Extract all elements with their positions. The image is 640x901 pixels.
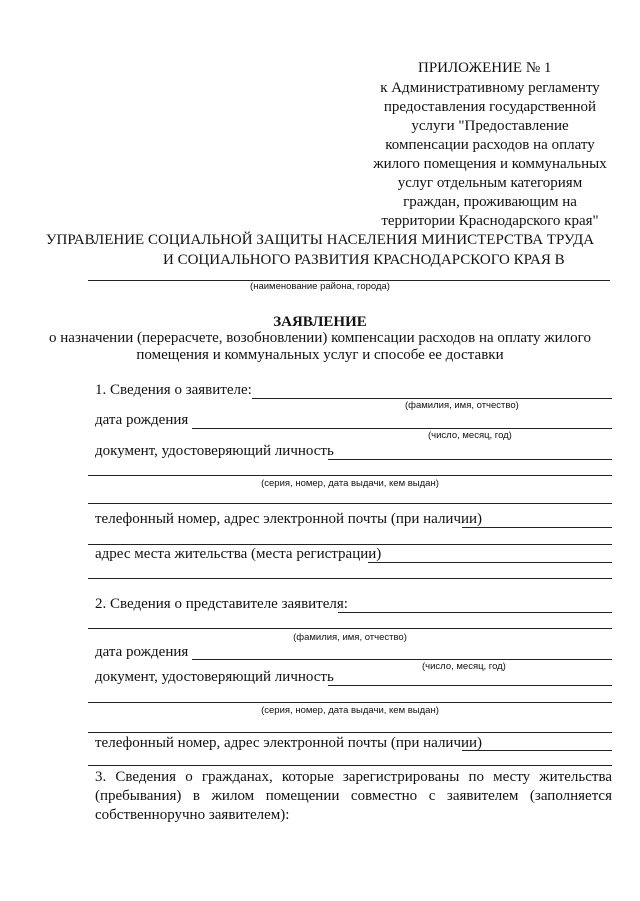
applicant-dob-field[interactable] [192, 428, 612, 429]
applicant-doc-caption: (серия, номер, дата выдачи, кем выдан) [261, 478, 439, 489]
representative-dob-label: дата рождения [95, 644, 189, 660]
representative-doc-field-3[interactable] [88, 732, 612, 733]
representative-doc-field-2[interactable] [88, 702, 612, 703]
representative-doc-field[interactable] [328, 685, 612, 686]
section1-heading: 1. Сведения о заявителе: [95, 382, 252, 398]
appendix-line: граждан, проживающим на [403, 194, 577, 210]
authority-line-2: И СОЦИАЛЬНОГО РАЗВИТИЯ КРАСНОДАРСКОГО КРАЯ В [163, 252, 565, 268]
statement-subtitle-line-1: о назначении (перерасчете, возобновлении) компенсации расходов на оплату жилого [49, 330, 591, 346]
applicant-fio-caption: (фамилия, имя, отчество) [405, 400, 519, 411]
appendix-line: предоставления государственной [383, 99, 597, 115]
applicant-doc-field[interactable] [328, 459, 612, 460]
representative-dob-caption: (число, месяц, год) [422, 661, 506, 672]
applicant-phone-field[interactable] [462, 527, 612, 528]
representative-doc-caption: (серия, номер, дата выдачи, кем выдан) [261, 705, 439, 716]
section2-heading: 2. Сведения о представителе заявителя: [95, 596, 348, 612]
representative-phone-field-2[interactable] [88, 765, 612, 766]
applicant-phone-label: телефонный номер, адрес электронной почты (при наличии) [95, 511, 483, 527]
representative-fio-field[interactable] [338, 612, 612, 613]
applicant-dob-caption: (число, месяц, год) [428, 430, 512, 441]
representative-phone-label: телефонный номер, адрес электронной почты (при наличии) [95, 735, 483, 751]
applicant-doc-field-3[interactable] [88, 503, 612, 504]
applicant-doc-field-2[interactable] [88, 475, 612, 476]
applicant-address-field[interactable] [368, 562, 612, 563]
applicant-address-field-2[interactable] [88, 578, 612, 579]
applicant-fio-field[interactable] [252, 398, 612, 399]
district-name-caption: (наименование района, города) [250, 281, 390, 292]
applicant-address-label: адрес места жительства (места регистрации) [95, 546, 382, 562]
representative-dob-field[interactable] [192, 659, 612, 660]
authority-line-1: УПРАВЛЕНИЕ СОЦИАЛЬНОЙ ЗАЩИТЫ НАСЕЛЕНИЯ МИНИСТЕРСТВА ТРУДА [45, 232, 595, 248]
appendix-title: ПРИЛОЖЕНИЕ № 1 [418, 60, 552, 76]
statement-subtitle-line-2: помещения и коммунальных услуг и способе ее доставки [136, 347, 504, 363]
representative-fio-field-2[interactable] [88, 628, 612, 629]
representative-doc-label: документ, удостоверяющий личность [95, 669, 334, 685]
representative-phone-field[interactable] [462, 750, 612, 751]
appendix-line: услуги "Предоставление [411, 118, 569, 134]
section3-text: 3. Сведения о гражданах, которые зарегистрированы по месту жительства (пребывания) в жилом помещении совместно с заявителем (заполняется собственноручно заявителем): [95, 769, 612, 823]
appendix-line: услуг отдельным категориям [397, 175, 583, 191]
appendix-line: к Административному регламенту [380, 80, 600, 96]
representative-fio-caption: (фамилия, имя, отчество) [293, 632, 407, 643]
statement-title: ЗАЯВЛЕНИЕ [273, 314, 367, 330]
appendix-line: территории Краснодарского края" [381, 213, 599, 229]
appendix-line: компенсации расходов на оплату [385, 137, 595, 153]
applicant-phone-field-2[interactable] [88, 544, 612, 545]
applicant-doc-label: документ, удостоверяющий личность [95, 443, 334, 459]
applicant-dob-label: дата рождения [95, 412, 189, 428]
appendix-line: жилого помещения и коммунальных [373, 156, 607, 172]
